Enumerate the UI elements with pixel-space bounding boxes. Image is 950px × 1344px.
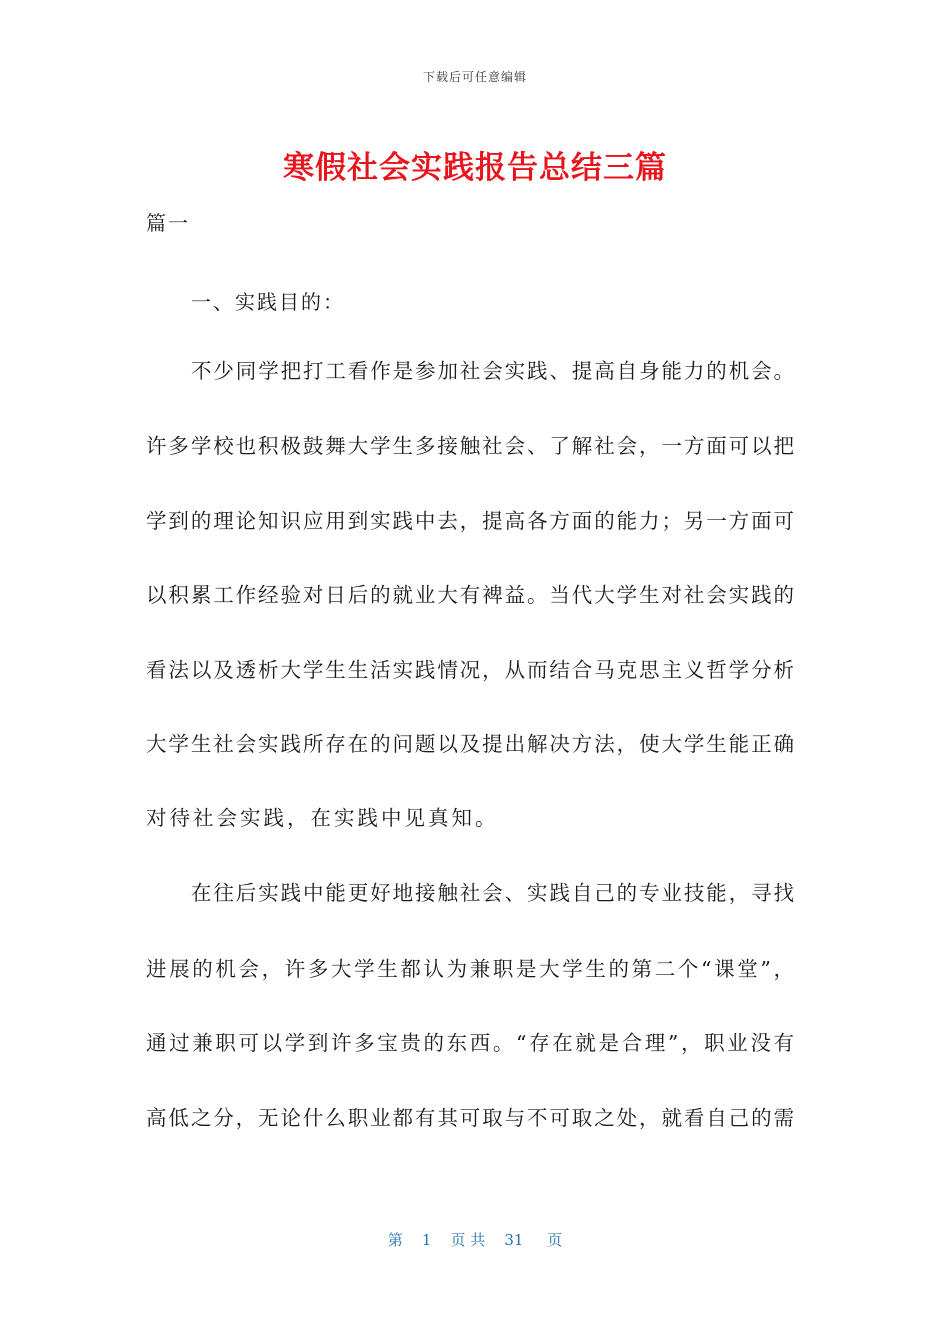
document-title: 寒假社会实践报告总结三篇: [283, 150, 667, 186]
text-line: 看法以及透析大学生生活实践情况，从而结合马克思主义哲学分析: [146, 658, 794, 682]
text-line: 学到的理论知识应用到实践中去，提高各方面的能力；另一方面可: [146, 509, 794, 533]
total-page-count: 31: [504, 1231, 524, 1249]
text-line: 大学生社会实践所存在的问题以及提出解决方法，使大学生能正确: [146, 732, 794, 756]
header-note: 下载后可任意编辑: [422, 70, 527, 84]
text-line: 许多学校也积极鼓舞大学生多接触社会、了解社会，一方面可以把: [146, 434, 794, 458]
footer-suffix: 页: [547, 1231, 563, 1249]
footer-middle: 页 共: [450, 1231, 486, 1249]
footer-prefix: 第: [387, 1231, 403, 1249]
text-line: 通过兼职可以学到许多宝贵的东西。“存在就是合理”，职业没有: [146, 1031, 794, 1055]
section-heading: 一、实践目的：: [191, 290, 345, 314]
text-line: 高低之分，无论什么职业都有其可取与不可取之处，就看自己的需: [146, 1106, 794, 1130]
section-label: 篇一: [146, 211, 190, 235]
text-line: 对待社会实践，在实践中见真知。: [146, 806, 499, 830]
text-line: 不少同学把打工看作是参加社会实践、提高自身能力的机会。: [191, 359, 794, 383]
text-line: 进展的机会，许多大学生都认为兼职是大学生的第二个“课堂”，: [146, 957, 794, 981]
page-footer: [0, 1229, 950, 1250]
text-line: 以积累工作经验对日后的就业大有裨益。当代大学生对社会实践的: [146, 583, 794, 607]
text-line: 在往后实践中能更好地接触社会、实践自己的专业技能，寻找: [191, 881, 794, 905]
current-page-number: 1: [421, 1231, 432, 1249]
